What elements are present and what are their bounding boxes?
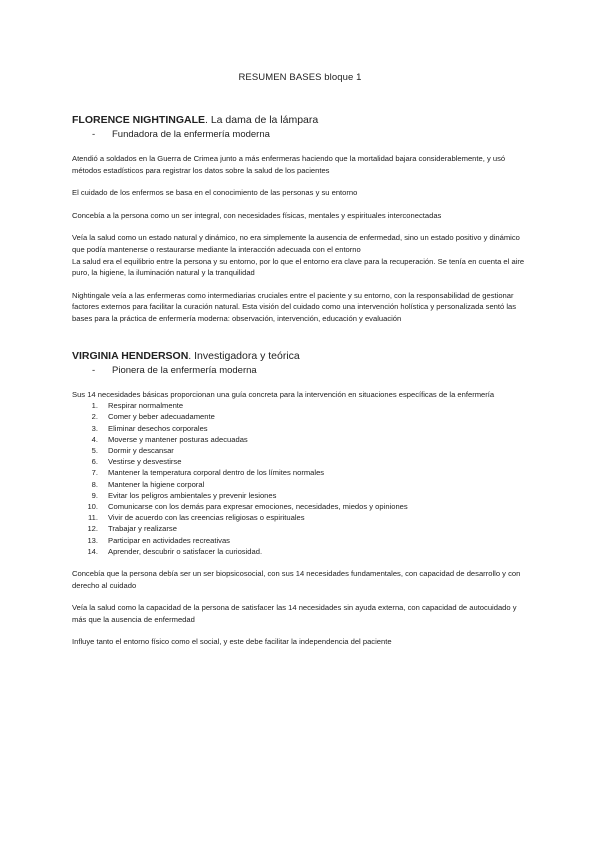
henderson-intro: Sus 14 necesidades básicas proporcionan una guía concreta para la intervención en situaciones específicas de la enfermería xyxy=(72,389,495,399)
list-item: 1. Respirar normalmente xyxy=(91,401,184,411)
henderson-bullet-text: Pionera de la enfermería moderna xyxy=(112,364,257,376)
list-item: 4. Moverse y mantener posturas adecuadas xyxy=(91,434,248,444)
henderson-name: VIRGINIA HENDERSON xyxy=(72,349,189,362)
list-item: 3. Eliminar desechos corporales xyxy=(91,423,208,433)
henderson-paragraph: Veía la salud como la capacidad de la persona de satisfacer las 14 necesidades sin ayuda externa, con capacidad de autocuidado y más que la ausencia de enfermedad xyxy=(72,603,517,624)
nightingale-paragraph: Nightingale veía a las enfermeras como intermediarias cruciales entre el paciente y su entorno, con la responsabilidad de gestionar factores externos para facilitar la curación natural. Esta visión del cuidado como una intervención holística y personalizada sentó las bases para la práctica de enfermería moderna: observación, intervención, educación y evaluación xyxy=(72,290,517,323)
list-item: 8. Mantener la higiene corporal xyxy=(91,479,205,489)
henderson-bullet xyxy=(92,364,530,377)
list-item: 14. Aprender, descubrir o satisfacer la curiosidad. xyxy=(87,546,263,556)
henderson-section xyxy=(72,350,530,648)
henderson-subtitle: . Investigadora y teórica xyxy=(188,349,300,362)
list-item: 2. Comer y beber adecuadamente xyxy=(91,412,215,422)
list-item: 12. Trabajar y realizarse xyxy=(87,524,177,534)
needs-list xyxy=(72,400,530,557)
nightingale-paragraph: Atendió a soldados en la Guerra de Crimea junto a más enfermeras haciendo que la mortalidad bajara considerablemente, y usó métodos estadísticos para registrar los datos sobre la salud de los pacientes xyxy=(72,154,506,175)
bullet-dash: - xyxy=(92,364,96,376)
nightingale-paragraph: Veía la salud como un estado natural y dinámico, no era simplemente la ausencia de enfermedad, sino un estado positivo y dinámico que podía mantenerse o restaurarse mediante la interacción adecuada con el entorno xyxy=(72,233,520,254)
nightingale-bullet xyxy=(92,128,530,141)
nightingale-subtitle: . La dama de la lámpara xyxy=(205,114,319,126)
list-item: 5. Dormir y descansar xyxy=(91,445,174,455)
henderson-heading xyxy=(72,350,530,363)
henderson-paragraph: Influye tanto el entorno físico como el social, y este debe facilitar la independencia del paciente xyxy=(72,637,392,647)
bullet-dash: - xyxy=(92,129,96,140)
list-item: 6. Vestirse y desvestirse xyxy=(91,457,182,467)
document-title: RESUMEN BASES bloque 1 xyxy=(238,72,362,83)
document-body xyxy=(72,114,530,648)
henderson-paragraph: Concebía que la persona debía ser un ser biopsicosocial, con sus 14 necesidades fundamentales, con capacidad de desarrollo y con derecho al cuidado xyxy=(72,568,521,590)
nightingale-bullet-text: Fundadora de la enfermería moderna xyxy=(112,129,270,140)
nightingale-heading xyxy=(72,114,530,127)
nightingale-paragraph: La salud era el equilibrio entre la persona y su entorno, por lo que el entorno era clave para la recuperación. Se tenía en cuenta el aire puro, la higiene, la iluminación natural y la tranquilidad xyxy=(72,256,525,278)
list-item: 11. Vivir de acuerdo con las creencias religiosas o espirituales xyxy=(88,513,305,523)
nightingale-section xyxy=(72,114,530,325)
list-item: 7. Mantener la temperatura corporal dentro de los límites normales xyxy=(91,468,325,478)
list-item: 9. Evitar los peligros ambientales y prevenir lesiones xyxy=(91,490,277,500)
nightingale-paragraph: Concebía a la persona como un ser integral, con necesidades físicas, mentales y espirituales interconectadas xyxy=(72,210,442,220)
list-item: 13. Participar en actividades recreativas xyxy=(87,535,230,545)
nightingale-name: FLORENCE NIGHTINGALE xyxy=(72,114,205,126)
nightingale-paragraph: El cuidado de los enfermos se basa en el conocimiento de las personas y su entorno xyxy=(72,188,358,198)
list-item: 10. Comunicarse con los demás para expresar emociones, necesidades, miedos y opiniones xyxy=(87,501,408,511)
